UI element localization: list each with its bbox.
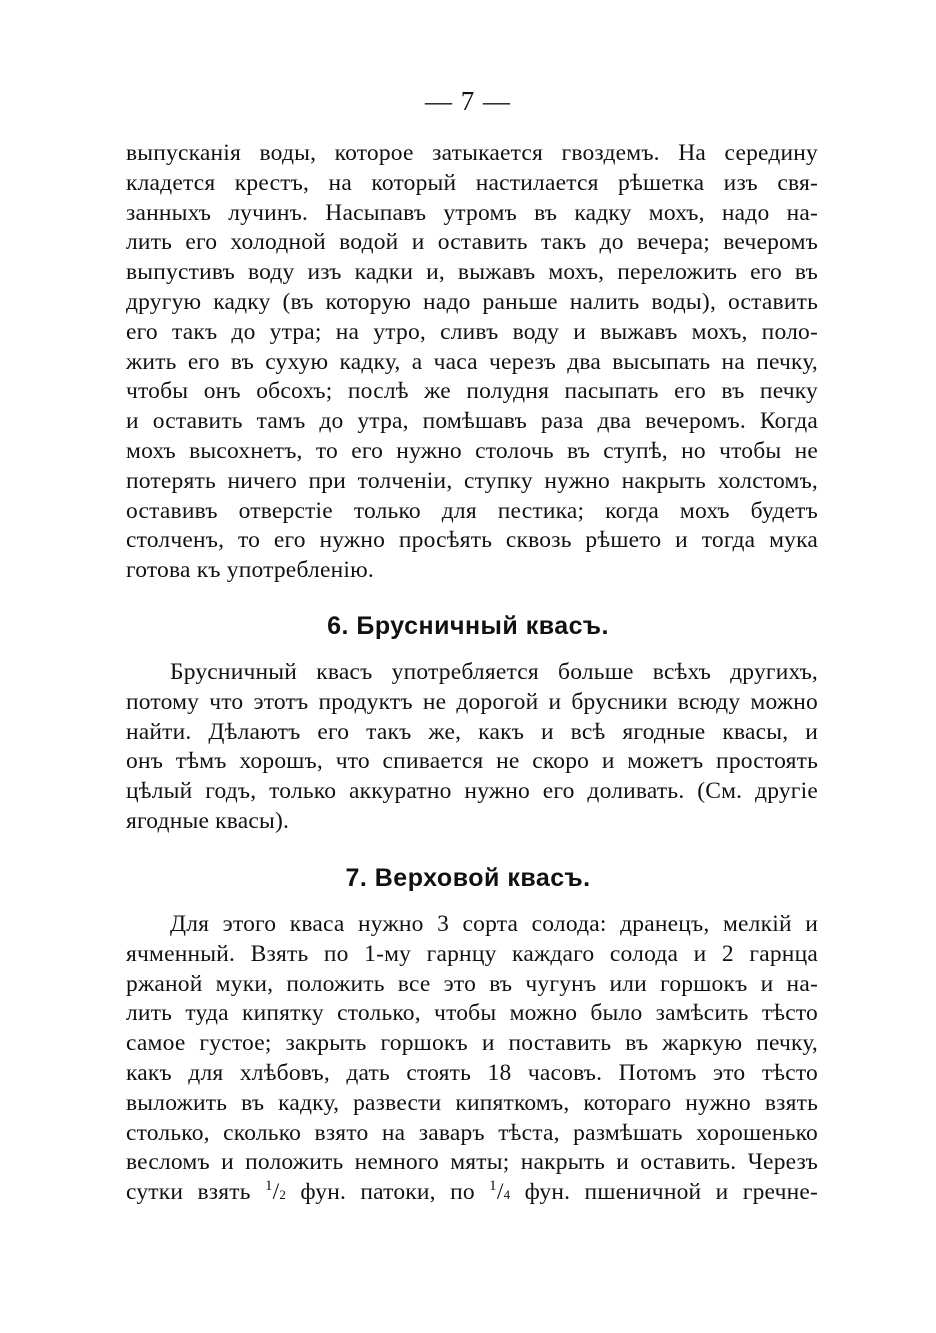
fraction-slash: / [496,1179,504,1206]
text-line: кладется крестъ, на который настилается рѣшетка изъ свя- [126,169,818,196]
section-7-heading: 7. Верховой квасъ. [345,864,591,892]
section-6-paragraph [126,658,818,837]
text-line: самое густое; закрыть горшокъ и поставить въ жаркую печку, [126,1030,818,1057]
text-line: выложить въ кадку, развести кипяткомъ, котораго нужно взять [126,1089,818,1116]
text-fragment: фун. патоки, по [300,1179,475,1206]
fraction-numerator: 1 [264,1178,273,1195]
text-line: какъ для хлѣбовъ, дать стоять 18 часовъ. Потомъ это тѣсто [126,1059,818,1086]
section-7-paragraph [126,910,818,1208]
paragraph-continued [126,139,818,586]
text-line: онъ тѣмъ хорошъ, что спивается не скоро и можетъ простоять [126,748,818,775]
text-line: готова къ употребленію. [126,557,374,584]
text-fragment: фун. пшеничной и гречне- [524,1179,819,1206]
section-6-heading: 6. Брусничный квасъ. [327,612,609,640]
text-line: цѣлый годъ, только аккуратно нужно его доливать. (См. другіе [126,778,818,805]
text-line: другую кадку (въ которую надо раньше налить воды), оставить [126,288,818,315]
text-line: лить его холодной водой и оставить такъ до вечера; вечеромъ [126,229,818,256]
text-fragment: сутки взять [126,1179,251,1206]
text-line: столченъ, то его нужно просѣять сквозь рѣшето и тогда мука [126,527,818,554]
text-line: жить его въ сухую кадку, а часа черезъ два высыпать на печку, [126,348,818,375]
page-number: — 7 — [425,86,511,116]
text-line: потому что этотъ продуктъ не дорогой и брусники всюду можно [126,688,818,715]
text-line: ржаной муки, положить все это въ чугунъ или горшокъ и на- [126,970,818,997]
text-line: ячменный. Взять по 1-му гарнцу каждаго солода и 2 гарнца [126,940,818,967]
text-line: лить туда кипятку столько, чтобы можно было замѣсить тѣсто [126,1000,818,1027]
fraction-denominator: 4 [503,1187,511,1203]
text-line: занныхъ лучинъ. Насыпавъ утромъ въ кадку мохъ, надо на- [126,199,818,226]
text-line: мохъ высохнетъ, то его нужно столочь въ ступѣ, но чтобы не [126,437,818,464]
text-line: найти. Дѣлаютъ его такъ же, какъ и всѣ ягодные квасы, и [126,718,818,745]
text-line: чтобы онъ обсохъ; послѣ же полудня пасыпать его въ печку [126,378,818,405]
fraction-denominator: 2 [279,1187,287,1203]
text-line: ягодные квасы). [126,807,290,834]
text-line: выпустивъ воду изъ кадки и, выжавъ мохъ, переложить его въ [126,259,818,286]
text-line: и оставить тамъ до утра, помѣшавъ раза два вечеромъ. Когда [126,408,818,435]
fraction-numerator: 1 [489,1178,497,1195]
text-line: его такъ до утра; на утро, сливъ воду и выжавъ мохъ, поло- [126,318,818,345]
text-line [126,1178,818,1208]
text-line: оставивъ отверстіе только для пестика; когда мохъ будетъ [126,497,818,524]
text-line: столько, сколько взято на заваръ тѣста, размѣшать хорошенько [126,1119,818,1146]
text-line: Для этого кваса нужно 3 сорта солода: дранецъ, мелкій и [170,911,818,937]
text-line: потерять ничего при толченіи, ступку нужно накрыть холстомъ, [126,467,818,494]
text-line: Брусничный квасъ употребляется больше всѣхъ другихъ, [170,659,818,685]
fraction-slash: / [272,1179,280,1206]
text-line: весломъ и положить немного мяты; накрыть и оставить. Черезъ [126,1149,818,1176]
text-line: выпусканія воды, которое затыкается гвоздемъ. На середину [126,140,818,166]
